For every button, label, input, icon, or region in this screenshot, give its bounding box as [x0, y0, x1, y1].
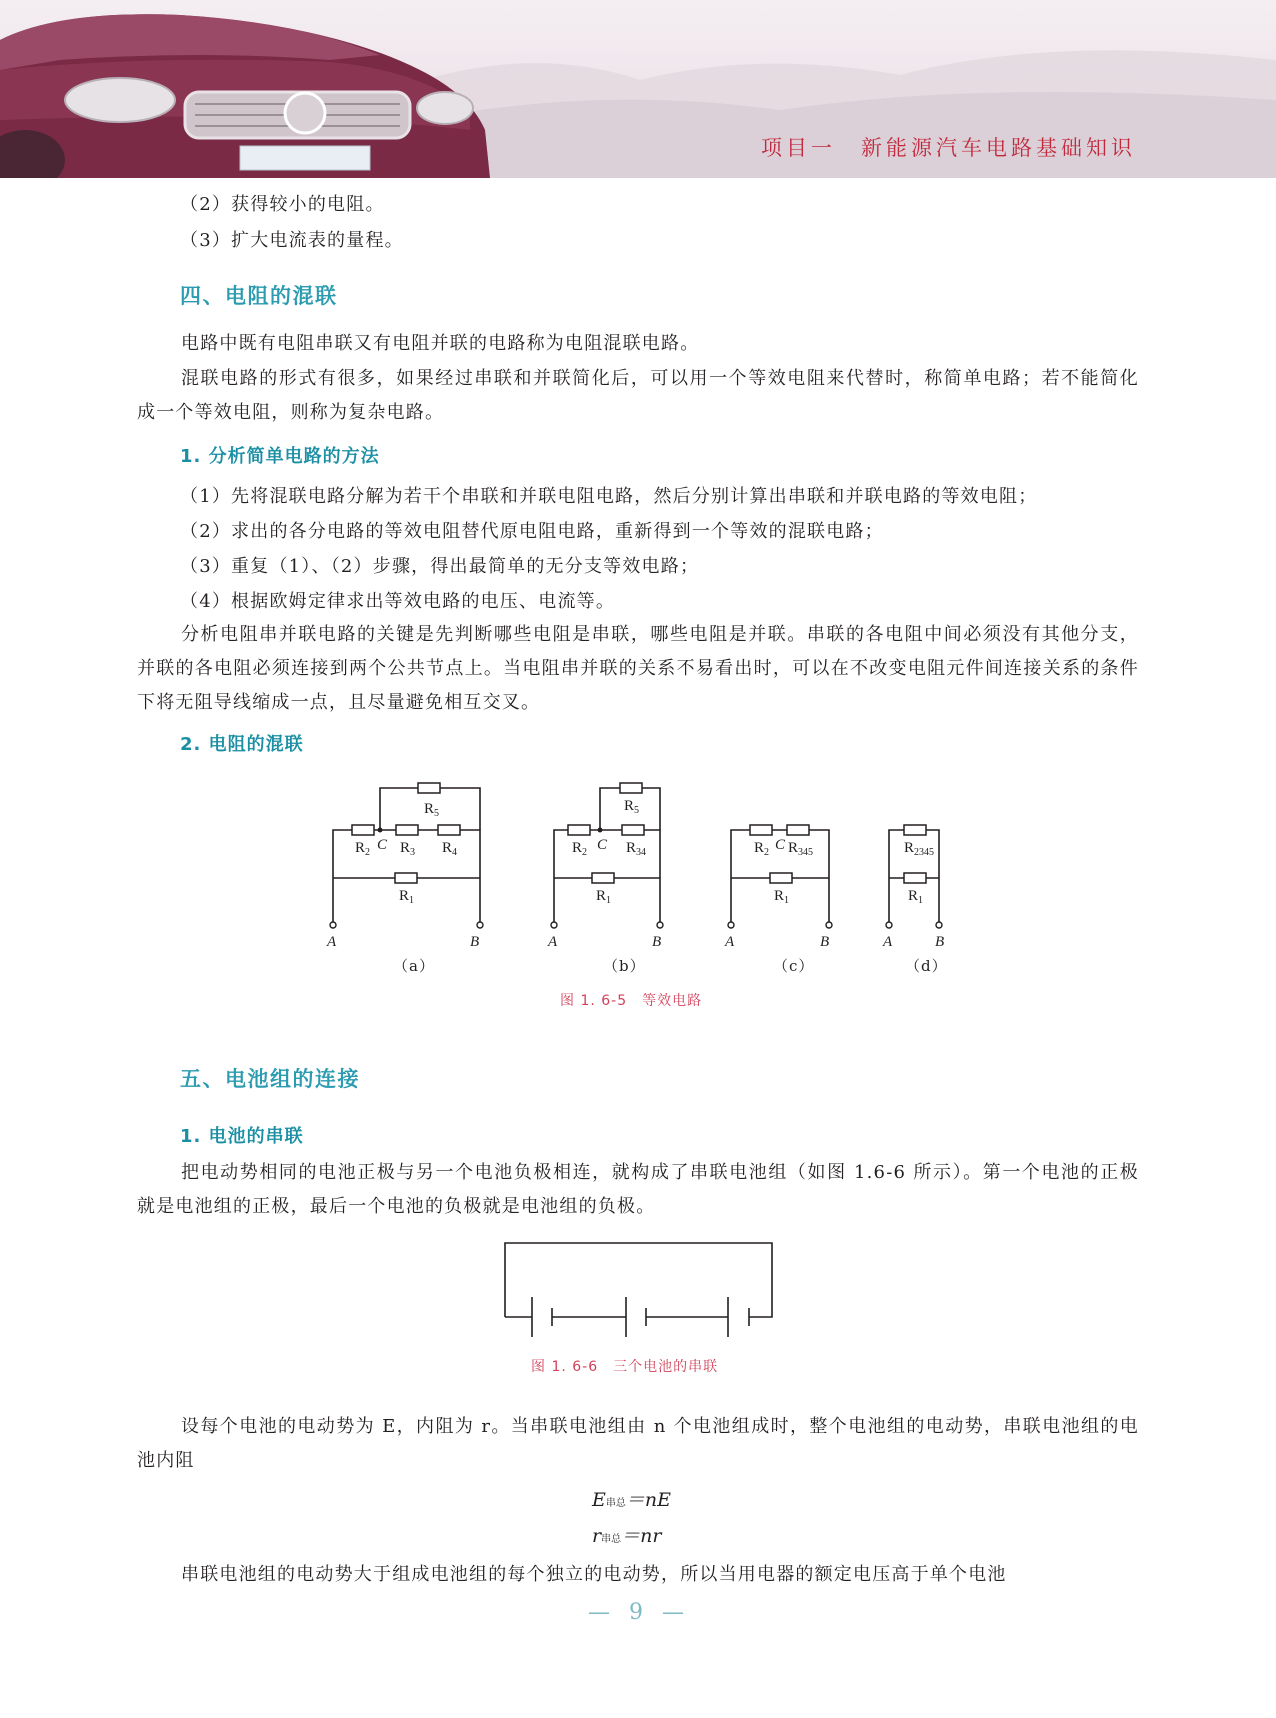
- list-item: （3）重复（1）、（2）步骤，得出最简单的无分支等效电路；: [180, 556, 700, 577]
- terminal-b: [826, 922, 832, 928]
- label-a: A: [548, 934, 558, 950]
- node-c: [378, 828, 383, 833]
- list-item: （1）先将混联电路分解为若干个串联和并联电阻电路，然后分别计算出串联和并联电路的等效电阻；: [180, 486, 1038, 507]
- figure-sublabel: （a）: [393, 957, 435, 975]
- label-r345: $R_{345}$: [788, 840, 814, 858]
- paragraph: 电路中既有电阻串联又有电阻并联的电路称为电阻混联电路。: [181, 333, 700, 354]
- label-r3: $R_3$: [400, 840, 416, 858]
- label-r4: $R_4$: [442, 840, 458, 858]
- terminal-b: [477, 922, 483, 928]
- label-r34: $R_{34}$: [626, 840, 647, 858]
- terminal-a: [728, 922, 734, 928]
- list-item: （4）根据欧姆定律求出等效电路的电压、电流等。: [180, 591, 616, 612]
- resistor-r34: [622, 825, 644, 835]
- label-c: C: [377, 837, 388, 853]
- terminal-b: [936, 922, 942, 928]
- figure-caption: 图 1. 6-6 三个电池的串联: [531, 1359, 719, 1375]
- formula-emf: E串总＝nE: [592, 1489, 671, 1511]
- label-r2: $R_2$: [572, 840, 588, 858]
- resistor-r3: [396, 825, 418, 835]
- list-item: （2）获得较小的电阻。: [180, 194, 385, 215]
- list-item: （2）求出的各分电路的等效电阻替代原电阻电路，重新得到一个等效的混联电路；: [180, 521, 884, 542]
- terminal-b: [657, 922, 663, 928]
- label-c: C: [597, 837, 608, 853]
- page-number: — 9 —: [588, 1600, 690, 1625]
- resistor-r2: [352, 825, 374, 835]
- label-r2: $R_2$: [754, 840, 770, 858]
- resistor-r1: [592, 873, 614, 883]
- resistor-r2: [568, 825, 590, 835]
- label-r2345: $R_{2345}$: [904, 840, 935, 858]
- figure-battery-series: [505, 1243, 772, 1337]
- figure-sublabel: （b）: [603, 957, 646, 975]
- label-r5: $R_5$: [424, 801, 440, 819]
- label-a: A: [327, 934, 337, 950]
- paragraph: 分析电阻串并联电路的关键是先判断哪些电阻是串联，哪些电阻是并联。串联的各电阻中间必须没有其他分支，并联的各电阻必须连接到两个公共节点上。当电阻串并联的关系不易看出时，可以在不改变电阻元件间连接关系的条件下将无阻导线缩成一点，且尽量避免相互交叉。: [137, 624, 1139, 713]
- subsection-heading: 1. 电池的串联: [180, 1126, 304, 1147]
- label-c: C: [775, 837, 786, 853]
- terminal-a: [551, 922, 557, 928]
- figure-sublabel: （c）: [773, 957, 815, 975]
- paragraph: 混联电路的形式有很多，如果经过串联和并联简化后，可以用一个等效电阻来代替时，称简单电路；若不能简化成一个等效电阻，则称为复杂电路。: [137, 368, 1139, 423]
- label-r1: $R_1$: [908, 888, 924, 906]
- label-a: A: [883, 934, 893, 950]
- paragraph: 串联电池组的电动势大于组成电池组的每个独立的电动势，所以当用电器的额定电压高于单个电池: [181, 1564, 1007, 1585]
- figure-sublabel: （d）: [905, 957, 948, 975]
- terminal-a: [886, 922, 892, 928]
- paragraph: 把电动势相同的电池正极与另一个电池负极相连，就构成了串联电池组（如图 1.6-6 所示）。第一个电池的正极就是电池组的正极，最后一个电池的负极就是电池组的负极。: [137, 1162, 1139, 1217]
- resistor-r4: [438, 825, 460, 835]
- label-r5: $R_5$: [624, 798, 640, 816]
- label-b: B: [470, 934, 480, 950]
- resistor-r345: [787, 825, 809, 835]
- label-b: B: [652, 934, 662, 950]
- label-r1: $R_1$: [774, 888, 790, 906]
- resistor-r2345: [904, 825, 926, 835]
- resistor-r5: [620, 783, 642, 793]
- resistor-r2: [750, 825, 772, 835]
- chapter-title: 项目一 新能源汽车电路基础知识: [761, 136, 1136, 160]
- label-a: A: [725, 934, 735, 950]
- resistor-r1: [395, 873, 417, 883]
- list-item: （3）扩大电流表的量程。: [180, 230, 404, 251]
- label-r1: $R_1$: [596, 888, 612, 906]
- paragraph: 设每个电池的电动势为 E，内阻为 r。当串联电池组由 n 个电池组成时，整个电池组的电动势，串联电池组的电池内阻: [137, 1416, 1139, 1471]
- label-r2: $R_2$: [355, 840, 371, 858]
- resistor-r5: [418, 783, 440, 793]
- label-r1: $R_1$: [399, 888, 415, 906]
- label-b: B: [820, 934, 830, 950]
- resistor-r1: [904, 873, 926, 883]
- section-heading: 四、电阻的混联: [180, 284, 338, 308]
- section-heading: 五、电池组的连接: [180, 1067, 360, 1091]
- terminal-a: [330, 922, 336, 928]
- resistor-r1: [770, 873, 792, 883]
- formula-internal-resistance: r串总＝nr: [592, 1525, 662, 1547]
- node-c: [598, 828, 603, 833]
- subsection-heading: 2. 电阻的混联: [180, 734, 304, 755]
- subsection-heading: 1. 分析简单电路的方法: [180, 446, 380, 467]
- figure-caption: 图 1. 6-5 等效电路: [560, 993, 703, 1009]
- label-b: B: [935, 934, 945, 950]
